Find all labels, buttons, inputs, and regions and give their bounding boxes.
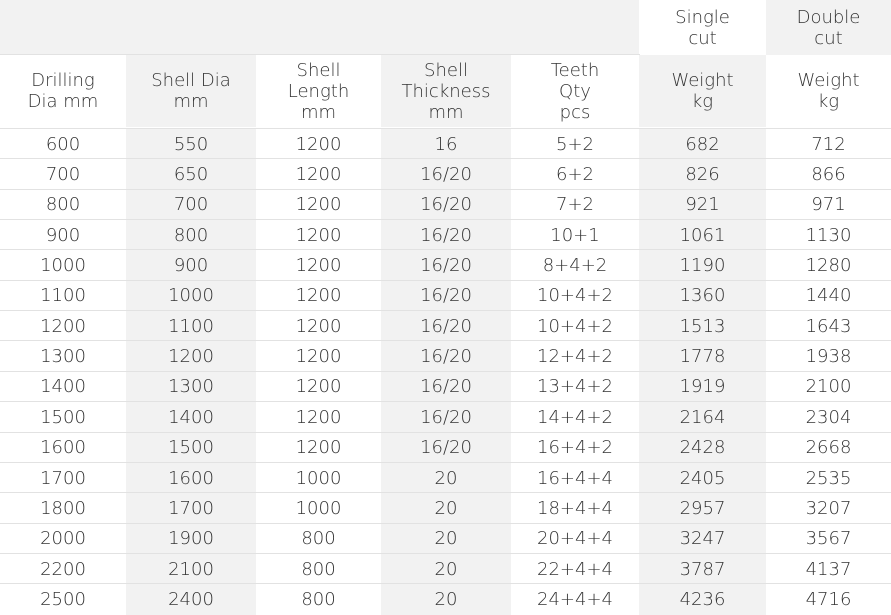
- cell-teeth-qty: 5+2: [556, 133, 594, 155]
- cell-drilling-dia: 2200: [40, 558, 86, 580]
- cell-drilling-dia: 1800: [40, 497, 86, 519]
- cell-double-weight: 712: [811, 133, 846, 155]
- cell-shell-dia: 800: [126, 220, 256, 250]
- cell-shell-thickness: 20: [381, 493, 511, 523]
- cell-shell-length: 1200: [295, 315, 342, 337]
- cell-shell-length: 1200: [295, 194, 342, 216]
- row-divider: [0, 280, 891, 281]
- row-divider: [0, 492, 891, 493]
- cell-double-weight: 2668: [805, 437, 852, 459]
- cell-double-weight: 1130: [805, 224, 852, 246]
- cell-shell-length: 1200: [295, 346, 342, 368]
- cell-single-weight: 4236: [639, 584, 766, 614]
- cell-teeth-qty: 10+4+2: [537, 285, 613, 307]
- cell-teeth-qty: 22+4+4: [537, 558, 613, 580]
- cell-drilling-dia: 1000: [40, 255, 86, 277]
- cell-single-weight: 682: [639, 129, 766, 159]
- table-row: [0, 463, 891, 493]
- cell-double-weight: 2304: [805, 406, 852, 428]
- cell-shell-length: 1200: [295, 285, 342, 307]
- cell-single-weight: 826: [639, 159, 766, 189]
- cell-double-weight: 3207: [805, 497, 852, 519]
- row-divider: [0, 432, 891, 433]
- row-divider: [0, 371, 891, 372]
- cell-drilling-dia: 800: [45, 194, 81, 216]
- row-divider: [0, 462, 891, 463]
- cell-double-weight: 1280: [805, 255, 852, 277]
- table-row: [0, 129, 891, 159]
- cell-teeth-qty: 6+2: [556, 164, 594, 186]
- table-row: [0, 402, 891, 432]
- cell-teeth-qty: 14+4+2: [537, 406, 613, 428]
- cell-double-weight: 1938: [805, 346, 852, 368]
- cell-drilling-dia: 2000: [40, 528, 86, 550]
- cell-shell-length: 1200: [295, 437, 342, 459]
- cell-single-weight: 1061: [639, 220, 766, 250]
- cell-single-weight: 2957: [639, 493, 766, 523]
- table-row: [0, 433, 891, 463]
- cell-shell-dia: 650: [126, 159, 256, 189]
- table-row: [0, 554, 891, 584]
- cell-shell-thickness: 20: [381, 554, 511, 584]
- row-divider: [0, 340, 891, 341]
- header-cell-teeth-qty: Teeth Qty pcs: [550, 59, 600, 123]
- header-cell-shell-length: Shell Length mm: [287, 59, 350, 123]
- table-row: [0, 281, 891, 311]
- cell-shell-length: 800: [301, 558, 336, 580]
- cell-shell-thickness: 16: [381, 129, 511, 159]
- cell-shell-thickness: 16/20: [381, 372, 511, 402]
- cell-shell-thickness: 16/20: [381, 402, 511, 432]
- cell-teeth-qty: 16+4+2: [537, 437, 613, 459]
- cell-shell-dia: 900: [126, 250, 256, 280]
- table-row: [0, 311, 891, 341]
- cell-shell-dia: 1100: [126, 311, 256, 341]
- cell-single-weight: 2405: [639, 463, 766, 493]
- cell-double-weight: 1643: [805, 315, 852, 337]
- cell-shell-thickness: 16/20: [381, 220, 511, 250]
- cell-teeth-qty: 7+2: [556, 194, 594, 216]
- cell-drilling-dia: 1500: [40, 406, 86, 428]
- cell-single-weight: 1778: [639, 341, 766, 371]
- cell-shell-dia: 1000: [126, 281, 256, 311]
- top-header-cell-double-cut: Double cut: [766, 0, 891, 55]
- table-row: [0, 159, 891, 189]
- cell-drilling-dia: 900: [45, 224, 81, 246]
- table-row: [0, 493, 891, 523]
- cell-drilling-dia: 2500: [40, 588, 86, 610]
- cell-teeth-qty: 10+4+2: [537, 315, 613, 337]
- cell-shell-dia: 1300: [126, 372, 256, 402]
- cell-shell-length: 1200: [295, 406, 342, 428]
- cell-shell-length: 1200: [295, 133, 342, 155]
- row-divider: [0, 401, 891, 402]
- cell-shell-length: 1200: [295, 255, 342, 277]
- cell-double-weight: 4137: [805, 558, 852, 580]
- cell-shell-thickness: 16/20: [381, 190, 511, 220]
- table-row: [0, 220, 891, 250]
- cell-shell-length: 800: [301, 588, 336, 610]
- top-header-cell-drilling-dia: [0, 0, 126, 55]
- cell-teeth-qty: 24+4+4: [537, 588, 613, 610]
- cell-shell-thickness: 20: [381, 584, 511, 614]
- header-cell-shell-dia: Shell Dia mm: [126, 55, 256, 127]
- cell-double-weight: 1440: [805, 285, 852, 307]
- table-row: [0, 372, 891, 402]
- cell-shell-thickness: 16/20: [381, 250, 511, 280]
- cell-shell-thickness: 16/20: [381, 433, 511, 463]
- cell-double-weight: 4716: [805, 588, 852, 610]
- cell-shell-length: 1200: [295, 376, 342, 398]
- table-row: [0, 341, 891, 371]
- cell-shell-length: 1000: [295, 497, 342, 519]
- cell-double-weight: 3567: [805, 528, 852, 550]
- row-divider: [0, 553, 891, 554]
- cell-single-weight: 1513: [639, 311, 766, 341]
- table-top-header-row: [0, 0, 891, 55]
- cell-teeth-qty: 20+4+4: [537, 528, 613, 550]
- table-header-row: [0, 55, 891, 127]
- cell-teeth-qty: 10+1: [550, 224, 600, 246]
- cell-shell-length: 1200: [295, 224, 342, 246]
- cell-double-weight: 971: [811, 194, 846, 216]
- cell-shell-dia: 1900: [126, 524, 256, 554]
- cell-shell-dia: 1700: [126, 493, 256, 523]
- cell-single-weight: 2164: [639, 402, 766, 432]
- cell-single-weight: 2428: [639, 433, 766, 463]
- table-row: [0, 584, 891, 614]
- row-divider: [0, 249, 891, 250]
- cell-shell-length: 1000: [295, 467, 342, 489]
- cell-drilling-dia: 1600: [40, 437, 86, 459]
- cell-shell-length: 800: [301, 528, 336, 550]
- row-divider: [0, 310, 891, 311]
- row-divider: [0, 523, 891, 524]
- cell-shell-thickness: 20: [381, 463, 511, 493]
- cell-drilling-dia: 1300: [40, 346, 86, 368]
- cell-shell-dia: 1600: [126, 463, 256, 493]
- cell-shell-dia: 1500: [126, 433, 256, 463]
- row-divider: [0, 158, 891, 159]
- cell-single-weight: 1360: [639, 281, 766, 311]
- cell-single-weight: 1919: [639, 372, 766, 402]
- cell-shell-thickness: 16/20: [381, 159, 511, 189]
- row-divider: [0, 583, 891, 584]
- table-row: [0, 190, 891, 220]
- top-header-cell-shell-thickness: [381, 0, 511, 55]
- header-cell-single-weight: Weight kg: [639, 55, 766, 127]
- header-cell-shell-thickness: Shell Thickness mm: [381, 55, 511, 127]
- cell-teeth-qty: 18+4+4: [537, 497, 613, 519]
- cell-drilling-dia: 1200: [40, 315, 86, 337]
- cell-teeth-qty: 8+4+2: [542, 255, 608, 277]
- cell-double-weight: 2535: [805, 467, 852, 489]
- cell-shell-dia: 2400: [126, 584, 256, 614]
- table-row: [0, 250, 891, 280]
- cell-drilling-dia: 1400: [40, 376, 86, 398]
- row-divider: [0, 189, 891, 190]
- top-header-cell-single-cut: Single cut: [675, 6, 730, 49]
- cell-shell-dia: 1400: [126, 402, 256, 432]
- header-cell-double-weight: Weight kg: [797, 70, 860, 112]
- cell-teeth-qty: 16+4+4: [537, 467, 613, 489]
- cell-double-weight: 866: [811, 164, 846, 186]
- header-cell-drilling-dia: Drilling Dia mm: [27, 70, 99, 112]
- cell-shell-length: 1200: [295, 164, 342, 186]
- cell-shell-thickness: 16/20: [381, 311, 511, 341]
- cell-shell-thickness: 16/20: [381, 281, 511, 311]
- cell-drilling-dia: 700: [45, 164, 81, 186]
- cell-teeth-qty: 12+4+2: [537, 346, 613, 368]
- cell-shell-dia: 550: [126, 129, 256, 159]
- cell-shell-thickness: 20: [381, 524, 511, 554]
- row-divider: [0, 219, 891, 220]
- cell-teeth-qty: 13+4+2: [537, 376, 613, 398]
- cell-drilling-dia: 1700: [40, 467, 86, 489]
- cell-single-weight: 3787: [639, 554, 766, 584]
- cell-drilling-dia: 1100: [40, 285, 86, 307]
- cell-shell-dia: 700: [126, 190, 256, 220]
- cell-drilling-dia: 600: [45, 133, 81, 155]
- cell-single-weight: 1190: [639, 250, 766, 280]
- cell-shell-dia: 1200: [126, 341, 256, 371]
- cell-double-weight: 2100: [805, 376, 852, 398]
- cell-single-weight: 3247: [639, 524, 766, 554]
- top-header-cell-shell-length: [256, 0, 381, 55]
- table-row: [0, 524, 891, 554]
- cell-single-weight: 921: [639, 190, 766, 220]
- row-divider: [0, 128, 891, 129]
- cell-shell-thickness: 16/20: [381, 341, 511, 371]
- top-header-cell-teeth-qty: [511, 0, 639, 55]
- cell-shell-dia: 2100: [126, 554, 256, 584]
- top-header-cell-shell-dia: [126, 0, 256, 55]
